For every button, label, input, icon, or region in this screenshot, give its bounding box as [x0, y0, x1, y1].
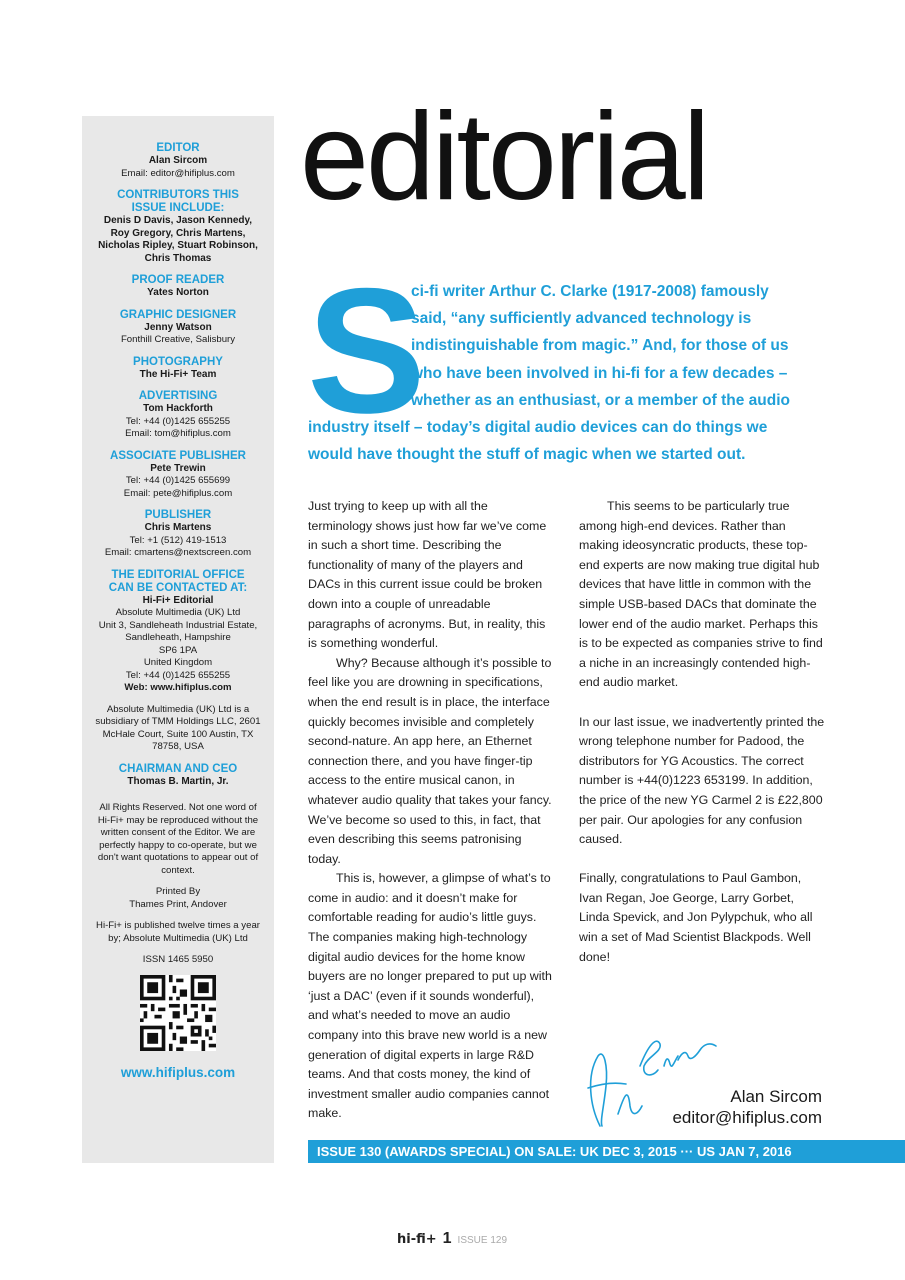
- rights-note: All Rights Reserved. Not one word of Hi-Fi+ may be reproduced without the written consent of the Editor. We are perfectly happy to co-operate, but we don't want quotations to appear out of context.: [97, 802, 259, 876]
- proof-name: Yates Norton: [147, 287, 209, 298]
- editor-block: [82, 142, 274, 180]
- printed-by: Printed By: [155, 886, 201, 897]
- website-link[interactable]: www.hifiplus.com: [120, 1064, 236, 1080]
- advertising-name: Tom Hackforth: [143, 403, 213, 414]
- body-paragraph: In our last issue, we inadvertently printed the wrong telephone number for Padood, the distributors for YG Acoustics. The correct number is +44(0)1223 653199. In addition, the price of the new YG Carmel 2 is £22,800 per pair. Our apologies for any confusion caused.: [579, 714, 825, 847]
- photo-heading: PHOTOGRAPHY: [133, 355, 223, 368]
- drop-cap: S: [307, 251, 426, 450]
- contributors-line: Nicholas Ripley, Stuart Robinson,: [98, 240, 258, 251]
- publisher-name: Chris Martens: [144, 522, 212, 533]
- contributors-block: [82, 189, 274, 265]
- signature-name: Alan Sircom: [730, 1087, 822, 1106]
- office-name: Hi-Fi+ Editorial: [142, 594, 214, 606]
- chairman-heading: CHAIRMAN AND CEO: [118, 762, 238, 775]
- proof-block: [82, 274, 274, 300]
- designer-heading: GRAPHIC DESIGNER: [119, 308, 237, 321]
- advertising-tel: Tel: +44 (0)1425 655255: [125, 415, 231, 427]
- office-line: SP6 1PA: [158, 644, 198, 656]
- proof-heading: PROOF READER: [131, 274, 225, 286]
- printer-name: Thames Print, Andover: [129, 898, 227, 910]
- page-title: editorial: [300, 88, 708, 226]
- office-web[interactable]: Web: www.hifiplus.com: [124, 682, 232, 693]
- contributors-line: Denis D Davis, Jason Kennedy,: [103, 215, 253, 226]
- office-block: [82, 569, 274, 695]
- photo-name: The Hi-Fi+ Team: [139, 368, 217, 380]
- contributors-line: Roy Gregory, Chris Martens,: [110, 227, 246, 239]
- publisher-email: Email: cmartens@nextscreen.com: [104, 547, 252, 558]
- subsidiary-note: Absolute Multimedia (UK) Ltd is a subsidiary of TMM Holdings LLC, 2601 McHale Court, Suite 100 Austin, TX 78758, USA: [95, 703, 261, 752]
- magazine-logo: hi-fi+: [397, 1232, 437, 1247]
- issue-number: ISSUE 129: [457, 1235, 508, 1246]
- office-heading: THE EDITORIAL OFFICE: [111, 568, 245, 581]
- lead-line: said, “any sufficiently advanced technology is: [411, 310, 752, 327]
- lead-line: who have been involved in hi-fi for a few decades –: [411, 365, 788, 382]
- contributors-line: Chris Thomas: [144, 252, 212, 264]
- office-line: Unit 3, Sandleheath Industrial Estate,: [98, 619, 258, 631]
- associate-email: Email: pete@hifiplus.com: [123, 487, 233, 499]
- publisher-tel: Tel: +1 (512) 419-1513: [129, 534, 227, 546]
- advertising-email: Email: tom@hifiplus.com: [125, 428, 231, 439]
- editor-email: Email: editor@hifiplus.com: [121, 167, 235, 179]
- editor-name: Alan Sircom: [148, 155, 208, 166]
- chairman-name: Thomas B. Martin, Jr.: [127, 775, 229, 787]
- associate-tel: Tel: +44 (0)1425 655699: [125, 475, 231, 486]
- issn: ISSN 1465 5950: [142, 954, 214, 965]
- office-line: Absolute Multimedia (UK) Ltd: [115, 607, 241, 618]
- office-line: Sandleheath, Hampshire: [125, 632, 231, 643]
- next-issue-banner: ISSUE 130 (AWARDS SPECIAL) ON SALE: UK DEC 3, 2015 ··· US JAN 7, 2016: [308, 1140, 905, 1163]
- lead-line: industry itself – today’s digital audio devices can do things we: [308, 419, 768, 436]
- body-paragraph: This is, however, a glimpse of what’s to come in audio: and it doesn’t make for comfortable reading for audio’s little guys. The companies making high-technology digital audio devices for the home know buyers are no longer prepared to put up with ‘just a DAC’ (even if it sounds wonderful), and what’s needed to move an audio company into this brave new world is a new generation of digital experts in large R&D teams. And that costs money, the kind of investment smaller audio companies cannot make.: [308, 871, 552, 1121]
- advertising-block: [82, 390, 274, 441]
- lead-line: whether as an enthusiast, or a member of the audio: [411, 392, 790, 409]
- publisher-heading: PUBLISHER: [144, 509, 212, 521]
- masthead-sidebar: [82, 116, 274, 1163]
- advertising-heading: ADVERTISING: [138, 390, 218, 402]
- designer-name: Jenny Watson: [144, 321, 212, 333]
- associate-block: [82, 450, 274, 501]
- qr-code-icon[interactable]: [140, 975, 216, 1051]
- designer-company: Fonthill Creative, Salisbury: [120, 334, 236, 345]
- body-paragraph: This seems to be particularly true among high-end devices. Rather than making ideosyncratic products, these top-end experts are now making true digital hub devices that have little in common with the simple USB-based DACs that dominate the lower end of the audio market. Perhaps this is to be expected as companies strive to find a niche in an increasingly contended high-end audio market.: [579, 499, 823, 690]
- editor-heading: EDITOR: [156, 142, 200, 154]
- body-column-2: [579, 497, 825, 967]
- signature-email[interactable]: editor@hifiplus.com: [672, 1108, 822, 1127]
- lead-line: would have thought the stuff of magic when we started out.: [308, 446, 746, 463]
- contributors-heading: CONTRIBUTORS THIS: [117, 189, 239, 201]
- lead-line: indistinguishable from magic.” And, for those of us: [411, 337, 789, 354]
- office-heading-2: CAN BE CONTACTED AT:: [108, 581, 248, 594]
- contributors-heading-2: ISSUE INCLUDE:: [131, 202, 225, 214]
- associate-heading: ASSOCIATE PUBLISHER: [110, 449, 246, 462]
- publisher-block: [82, 509, 274, 560]
- published-note: Hi-Fi+ is published twelve times a year by; Absolute Multimedia (UK) Ltd: [96, 920, 260, 944]
- body-column-1: [308, 497, 554, 1124]
- printer-block: [82, 886, 274, 911]
- office-line: Tel: +44 (0)1425 655255: [125, 669, 231, 681]
- designer-block: [82, 309, 274, 347]
- associate-name: Pete Trewin: [150, 462, 206, 474]
- office-line: United Kingdom: [143, 657, 213, 668]
- chairman-block: [82, 763, 274, 789]
- body-paragraph: Finally, congratulations to Paul Gambon, Ivan Regan, Joe George, Larry Gorbet, Linda Spevick, and Jon Pylypchuk, who all win a set of Mad Scientist Blackpods. Well done!: [579, 871, 813, 964]
- page-footer: [397, 1230, 507, 1248]
- body-paragraph: Why? Because although it’s possible to feel like you are drowning in specifications, when the end result is in place, the interface quickly becomes invisible and completely second-nature. An app here, an Ethernet connection there, and you have finger-tip access to the entire musical canon, in whatever audio quality that takes your fancy. We’ve become so used to this, in fact, that even describing this seems patronising today.: [308, 655, 552, 866]
- body-paragraph: Just trying to keep up with all the terminology shows just how far we’ve come in such a short time. Describing the functionality of many of the players and DACs in this current issue could be broken down into a couple of unreadable paragraphs of acronyms. But, in reality, this is something wonderful.: [308, 499, 547, 651]
- page-number: 1: [442, 1230, 452, 1247]
- lead-line: ci-fi writer Arthur C. Clarke (1917-2008) famously: [411, 283, 769, 300]
- photo-block: [82, 356, 274, 382]
